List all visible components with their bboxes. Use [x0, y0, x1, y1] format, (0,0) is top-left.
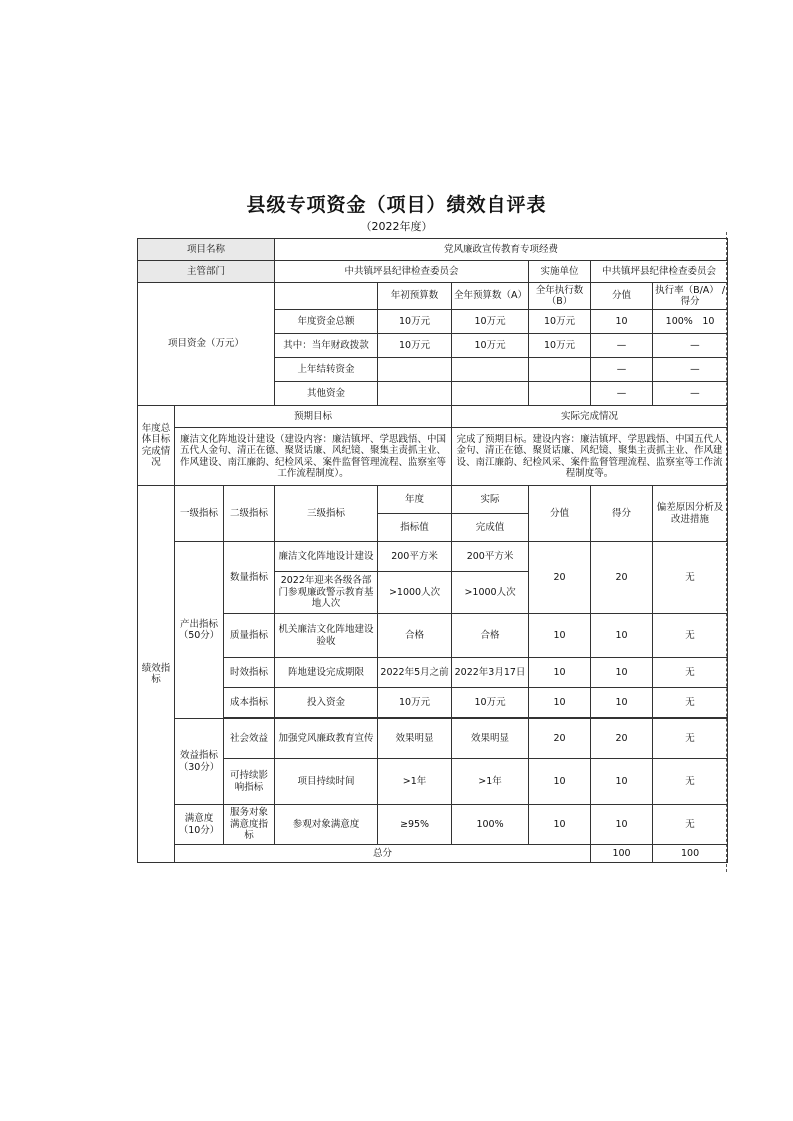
perf-row-target: 200平方米 [378, 542, 452, 572]
perf-row-l3: 阵地建设完成期限 [275, 658, 378, 688]
perf-row-deviation: 无 [653, 805, 728, 845]
perf-row-score-value: 10 [529, 759, 591, 805]
quantity-score: 20 [591, 542, 653, 614]
perf-row-l3: 廉洁文化阵地设计建设 [275, 542, 378, 572]
perf-row-l3: 项目持续时间 [275, 759, 378, 805]
perf-row-actual: >1000人次 [452, 572, 529, 614]
perf-row [138, 719, 728, 759]
dept-label: 主管部门 [138, 261, 275, 283]
fund-row-exec: 10万元 [529, 310, 591, 334]
goals-expected-text: 廉洁文化阵地设计建设（建设内容：廉洁镇坪、学思践悟、中国五代人金句、清正在德、聚贤话廉、风纪镜、聚集主责抓主业、作风建设、南江廉韵、纪检风采、案件监督管理流程、监察室等工作流程制度）。 [175, 428, 452, 486]
fund-row-score: — [690, 339, 700, 351]
fund-row-score-value: — [591, 382, 653, 406]
quantity-label: 数量指标 [224, 542, 275, 614]
perf-row-target: 效果明显 [378, 719, 452, 759]
fund-row-exec [529, 358, 591, 382]
fund-row-init: 10万元 [378, 310, 452, 334]
fund-header-score-value: 分值 [591, 283, 653, 310]
perf-row-score-value: 10 [529, 688, 591, 718]
fund-row-rate-score [653, 358, 728, 382]
perf-row-score: 20 [591, 719, 653, 759]
perf-row-l2: 时效指标 [224, 658, 275, 688]
perf-row-deviation: 无 [653, 658, 728, 688]
perf-row-target: 合格 [378, 614, 452, 658]
dept-row [138, 261, 728, 283]
fund-header-exec: 全年执行数（B） [529, 283, 591, 310]
fund-header-annual: 全年预算数（A） [452, 283, 529, 310]
perf-row-l2: 可持续影响指标 [224, 759, 275, 805]
perf-row-score: 10 [591, 658, 653, 688]
fund-header-init: 年初预算数 [378, 283, 452, 310]
perf-row-deviation: 无 [653, 719, 728, 759]
perf-row-target: 2022年5月之前 [378, 658, 452, 688]
fund-header-blank [275, 283, 378, 310]
fund-row-init: 10万元 [378, 334, 452, 358]
perf-row [138, 759, 728, 805]
perf-row-score: 10 [591, 688, 653, 718]
fund-header-rate: 执行率（B/A） [655, 284, 719, 296]
total-score-value: 100 [591, 845, 653, 863]
project-name-row [138, 239, 728, 261]
perf-row [138, 805, 728, 845]
fund-row-annual [452, 382, 529, 406]
fund-row-score-value: 10 [591, 310, 653, 334]
perf-row-score: 10 [591, 759, 653, 805]
total-row [138, 845, 728, 863]
goals-expected-header: 预期目标 [175, 406, 452, 428]
perf-row-target: >1年 [378, 759, 452, 805]
perf-row-score-value: 10 [529, 805, 591, 845]
fund-row-score: — [690, 363, 700, 375]
perf-label: 绩效指标 [138, 486, 175, 863]
perf-header-actual-top: 实际 [452, 486, 529, 514]
perf-row-l3: 投入资金 [275, 688, 378, 718]
fund-row-name: 年度资金总额 [275, 310, 378, 334]
fund-row-init [378, 358, 452, 382]
goals-actual-header: 实际完成情况 [452, 406, 728, 428]
project-name-value: 党风廉政宣传教育专项经费 [275, 239, 728, 261]
evaluation-table-wrap [137, 238, 728, 863]
goals-text-row [138, 428, 728, 486]
perf-header-score: 得分 [591, 486, 653, 542]
perf-header-row [138, 486, 728, 514]
benefit-group-label: 效益指标（30分） [175, 719, 224, 805]
goals-label: 年度总体目标完成情况 [138, 406, 175, 486]
goals-header-row [138, 406, 728, 428]
fund-row-name: 其他资金 [275, 382, 378, 406]
perf-row-score: 10 [591, 614, 653, 658]
fund-header-row [138, 283, 728, 310]
perf-row-l3: 参观对象满意度 [275, 805, 378, 845]
fund-row-rate-score [653, 310, 728, 334]
fund-row-score-value: — [591, 334, 653, 358]
fund-row-score-value: — [591, 358, 653, 382]
dept-value: 中共镇坪县纪律检查委员会 [275, 261, 529, 283]
perf-row-l3: 机关廉洁文化阵地建设验收 [275, 614, 378, 658]
fund-header-rate-score: 执行率（B/A） / 得分 [653, 283, 728, 310]
fund-row-annual: 10万元 [452, 310, 529, 334]
perf-row-deviation: 无 [653, 614, 728, 658]
project-name-label: 项目名称 [138, 239, 275, 261]
perf-row-target: >1000人次 [378, 572, 452, 614]
perf-row-score-value: 10 [529, 658, 591, 688]
perf-row-score: 10 [591, 805, 653, 845]
impl-label: 实施单位 [529, 261, 591, 283]
perf-row-l3: 2022年迎来各级各部门参观廉政警示教育基地人次 [275, 572, 378, 614]
perf-row [138, 688, 728, 718]
form-title: 县级专项资金（项目）绩效自评表 [246, 194, 547, 216]
fund-row-exec [529, 382, 591, 406]
form-year: （2022年度） [360, 220, 433, 233]
fund-row-rate-score [653, 334, 728, 358]
fund-row-name: 上年结转资金 [275, 358, 378, 382]
perf-row-actual: 效果明显 [452, 719, 529, 759]
fund-row-init [378, 382, 452, 406]
satisfaction-group-label: 满意度（10分） [175, 805, 224, 845]
perf-row-deviation: 无 [653, 759, 728, 805]
quantity-score-value: 20 [529, 542, 591, 614]
impl-value: 中共镇坪县纪律检查委员会 [591, 261, 728, 283]
perf-row-l2: 社会效益 [224, 719, 275, 759]
fund-row-name: 其中：当年财政拨款 [275, 334, 378, 358]
fund-label: 项目资金（万元） [138, 283, 275, 406]
perf-row [138, 658, 728, 688]
perf-header-l2: 二级指标 [224, 486, 275, 542]
perf-row-actual: >1年 [452, 759, 529, 805]
fund-header-score: 得分 [680, 296, 700, 307]
perf-row-actual: 200平方米 [452, 542, 529, 572]
perf-header-l3: 三级指标 [275, 486, 378, 542]
perf-row-l2: 服务对象满意度指标 [224, 805, 275, 845]
perf-row-l3: 加强党风廉政教育宣传 [275, 719, 378, 759]
perf-row-actual: 2022年3月17日 [452, 658, 529, 688]
perf-row-l2: 质量指标 [224, 614, 275, 658]
evaluation-table [137, 238, 728, 863]
perf-row-target: 10万元 [378, 688, 452, 718]
perf-row-actual: 100% [452, 805, 529, 845]
total-score: 100 [653, 845, 728, 863]
fund-row-rate: 100% [665, 315, 693, 327]
fund-row-rate-score [653, 382, 728, 406]
perf-header-actual-bottom: 完成值 [452, 514, 529, 542]
perf-row [138, 542, 728, 572]
perf-row-score-value: 10 [529, 614, 591, 658]
perf-row-actual: 10万元 [452, 688, 529, 718]
quantity-deviation: 无 [653, 542, 728, 614]
perf-row-score-value: 20 [529, 719, 591, 759]
fund-row-exec: 10万元 [529, 334, 591, 358]
perf-row-deviation: 无 [653, 688, 728, 718]
perf-row-actual: 合格 [452, 614, 529, 658]
fund-row-annual [452, 358, 529, 382]
perf-header-year-top: 年度 [378, 486, 452, 514]
perf-row [138, 614, 728, 658]
perf-header-score-value: 分值 [529, 486, 591, 542]
goals-actual-text: 完成了预期目标。建设内容：廉洁镇坪、学思践悟、中国五代人金句、清正在德、聚贤话廉、风纪镜、聚集主责抓主业、作风建设、南江廉韵、纪检风采、案件监督管理流程、监察室等工作流程制度等。 [452, 428, 728, 486]
fund-row-annual: 10万元 [452, 334, 529, 358]
fund-row-score: — [690, 387, 700, 399]
perf-row-l2: 成本指标 [224, 688, 275, 718]
output-group-label: 产出指标（50分） [175, 542, 224, 719]
total-label: 总分 [175, 845, 591, 863]
perf-row-target: ≥95% [378, 805, 452, 845]
perf-header-deviation: 偏差原因分析及改进措施 [653, 486, 728, 542]
perf-header-l1: 一级指标 [175, 486, 224, 542]
perf-header-year-bottom: 指标值 [378, 514, 452, 542]
fund-row-score: 10 [702, 315, 715, 327]
